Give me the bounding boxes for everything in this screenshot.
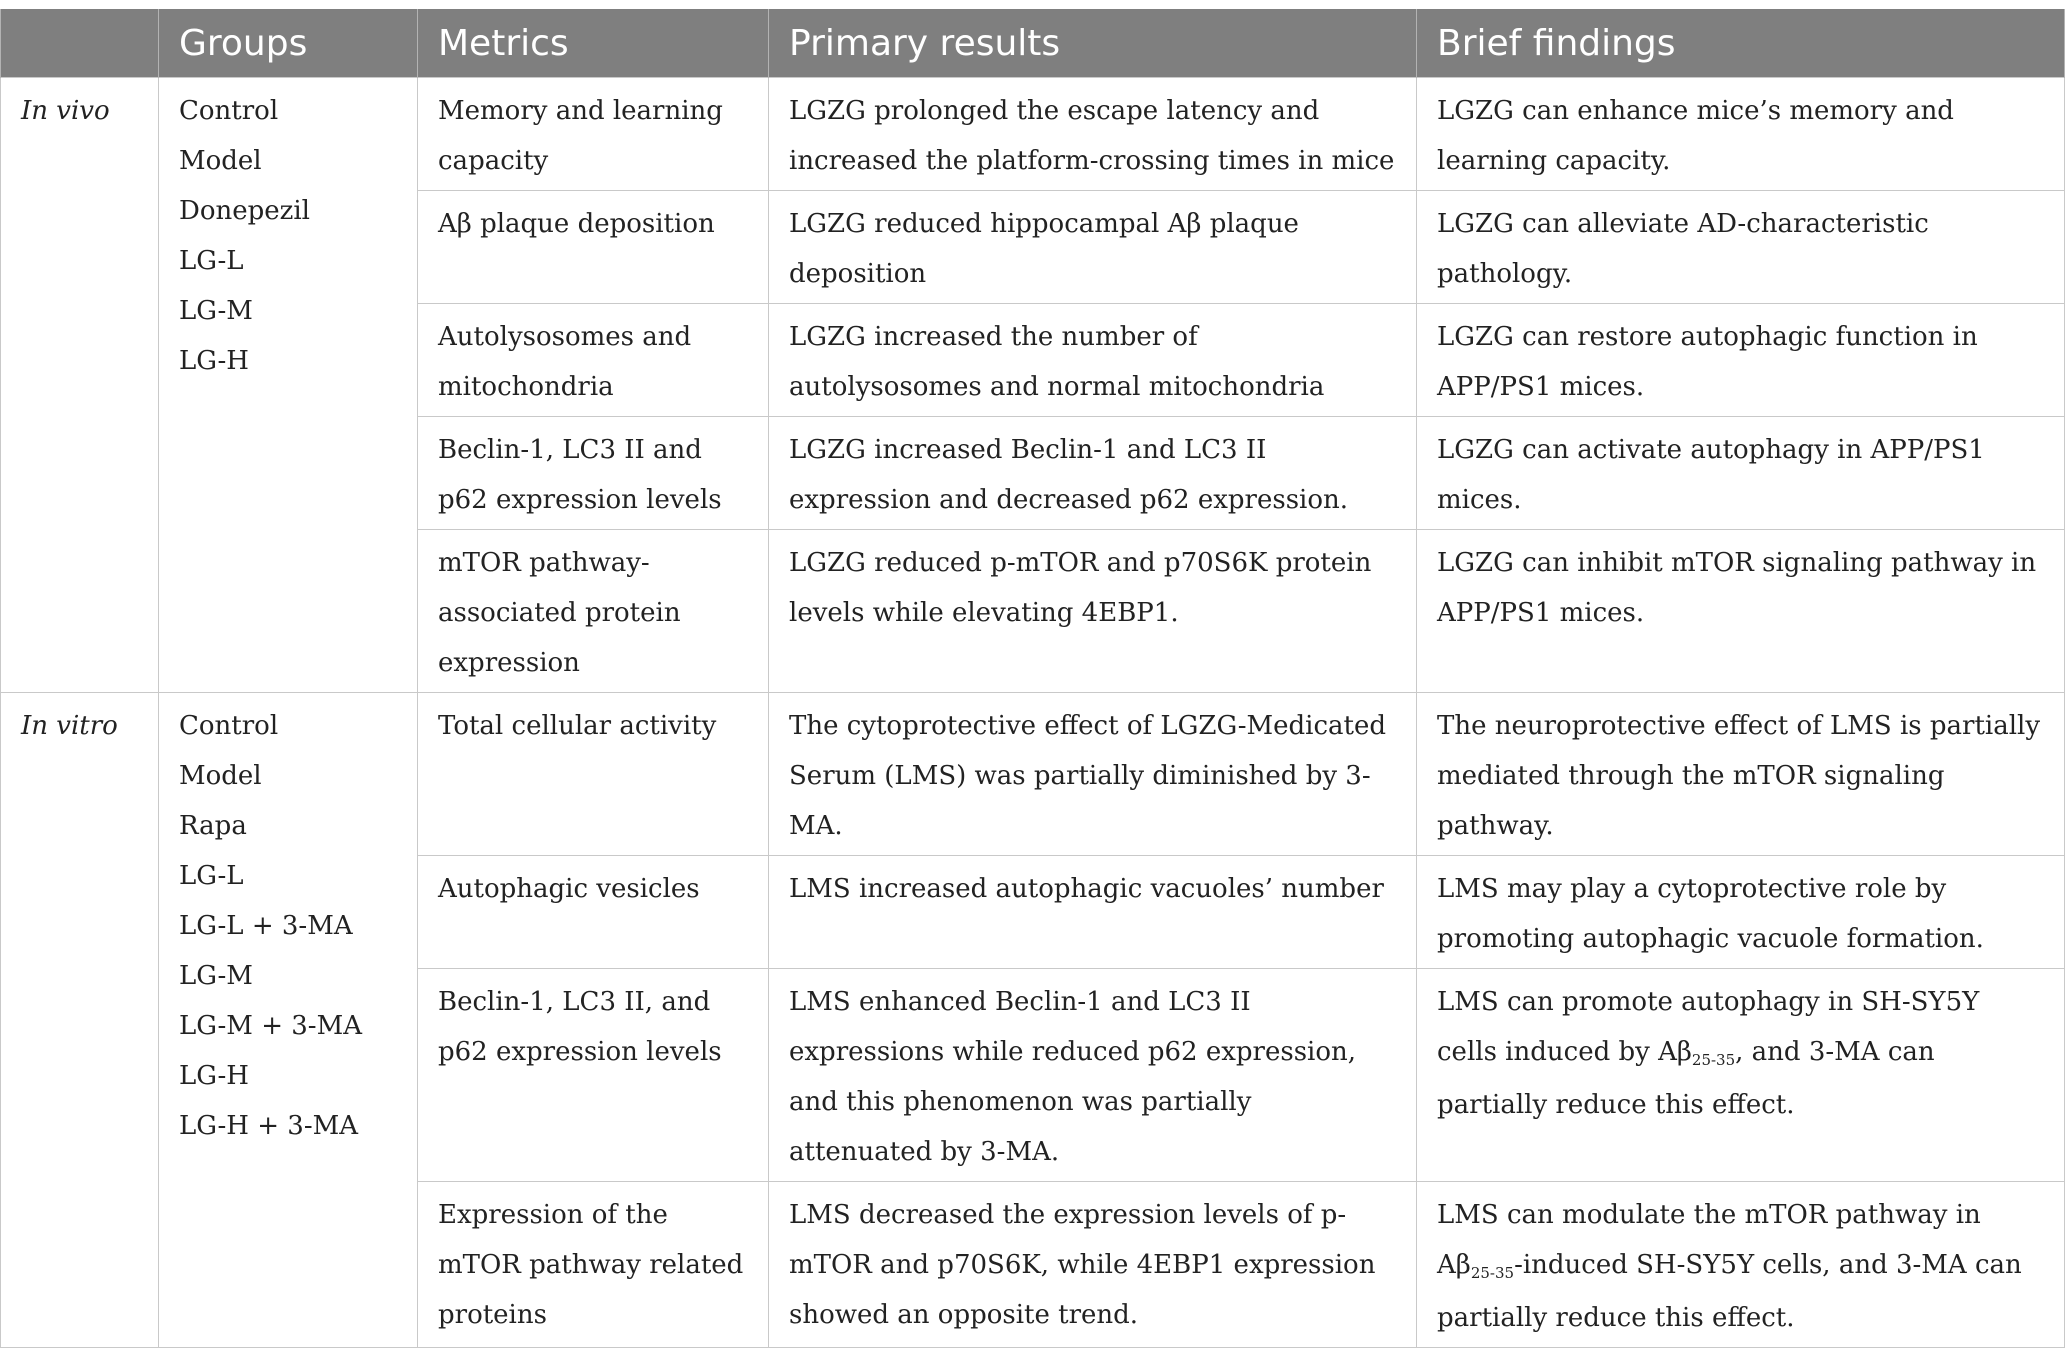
metric-cell: Expression of the mTOR pathway related proteins <box>418 1182 769 1348</box>
header-setting <box>1 9 159 78</box>
group-label: Model <box>179 146 262 176</box>
results-table <box>0 9 2065 1348</box>
result-cell: LMS enhanced Beclin-1 and LC3 II expressions while reduced p62 expression, and this phenomenon was partially attenuated by 3-MA. <box>769 969 1417 1182</box>
finding-cell: LGZG can enhance mice’s memory and learning capacity. <box>1417 78 2065 191</box>
finding-text: LMS can promote autophagy in SH-SY5Y cells induced by Aβ <box>1437 987 1980 1067</box>
subscript-range: 25-35 <box>1691 1051 1736 1069</box>
metric-cell: Memory and learning capacity <box>418 78 769 191</box>
group-label: Control <box>179 711 279 741</box>
setting-cell: In vivo <box>1 78 159 693</box>
finding-cell: LGZG can inhibit mTOR signaling pathway in APP/PS1 mices. <box>1417 530 2065 693</box>
finding-cell <box>1417 969 2065 1182</box>
group-label: LG-H <box>179 346 249 376</box>
finding-cell: The neuroprotective effect of LMS is partially mediated through the mTOR signaling pathway. <box>1417 693 2065 856</box>
result-cell: LGZG increased the number of autolysosomes and normal mitochondria <box>769 304 1417 417</box>
group-label: Donepezil <box>179 196 310 226</box>
group-label: Model <box>179 761 262 791</box>
metric-cell: Beclin-1, LC3 II and p62 expression levels <box>418 417 769 530</box>
result-cell: LMS increased autophagic vacuoles’ number <box>769 856 1417 969</box>
header-metrics: Metrics <box>418 9 769 78</box>
result-cell: The cytoprotective effect of LGZG-Medicated Serum (LMS) was partially diminished by 3-MA. <box>769 693 1417 856</box>
group-label: LG-M <box>179 961 253 991</box>
result-cell: LGZG reduced p-mTOR and p70S6K protein levels while elevating 4EBP1. <box>769 530 1417 693</box>
metric-cell: mTOR pathway-associated protein expression <box>418 530 769 693</box>
group-label: LG-H + 3-MA <box>179 1111 359 1141</box>
table-row <box>1 78 2065 191</box>
finding-cell: LGZG can activate autophagy in APP/PS1 mices. <box>1417 417 2065 530</box>
group-label: LG-H <box>179 1061 249 1091</box>
group-label: LG-L <box>179 861 244 891</box>
header-groups: Groups <box>159 9 418 78</box>
header-primary-results: Primary results <box>769 9 1417 78</box>
finding-text: , and 3-MA can partially reduce this effect. <box>1437 1037 1935 1120</box>
setting-cell: In vitro <box>1 693 159 1348</box>
group-label: Control <box>179 96 279 126</box>
finding-cell <box>1417 1182 2065 1348</box>
metric-cell: Beclin-1, LC3 II, and p62 expression levels <box>418 969 769 1182</box>
header-brief-findings: Brief findings <box>1417 9 2065 78</box>
result-cell: LGZG prolonged the escape latency and increased the platform-crossing times in mice <box>769 78 1417 191</box>
metric-cell: Aβ plaque deposition <box>418 191 769 304</box>
finding-text: LMS can modulate the mTOR pathway in Aβ <box>1437 1200 1981 1280</box>
table-row <box>1 693 2065 856</box>
group-label: LG-L <box>179 246 244 276</box>
group-label: LG-M <box>179 296 253 326</box>
result-cell: LMS decreased the expression levels of p-mTOR and p70S6K, while 4EBP1 expression showed an opposite trend. <box>769 1182 1417 1348</box>
finding-cell: LGZG can alleviate AD-characteristic pathology. <box>1417 191 2065 304</box>
finding-cell: LMS may play a cytoprotective role by promoting autophagic vacuole formation. <box>1417 856 2065 969</box>
finding-text: -induced SH-SY5Y cells, and 3-MA can partially reduce this effect. <box>1437 1250 2022 1333</box>
group-label: Rapa <box>179 811 247 841</box>
results-table-container <box>0 9 2064 1348</box>
groups-cell <box>159 693 418 1348</box>
metric-cell: Total cellular activity <box>418 693 769 856</box>
table-header-row <box>1 9 2065 78</box>
group-label: LG-M + 3-MA <box>179 1011 362 1041</box>
result-cell: LGZG increased Beclin-1 and LC3 II expression and decreased p62 expression. <box>769 417 1417 530</box>
finding-cell: LGZG can restore autophagic function in APP/PS1 mices. <box>1417 304 2065 417</box>
groups-cell <box>159 78 418 693</box>
subscript-range: 25-35 <box>1470 1264 1515 1282</box>
metric-cell: Autolysosomes and mitochondria <box>418 304 769 417</box>
metric-cell: Autophagic vesicles <box>418 856 769 969</box>
group-label: LG-L + 3-MA <box>179 911 353 941</box>
result-cell: LGZG reduced hippocampal Aβ plaque deposition <box>769 191 1417 304</box>
